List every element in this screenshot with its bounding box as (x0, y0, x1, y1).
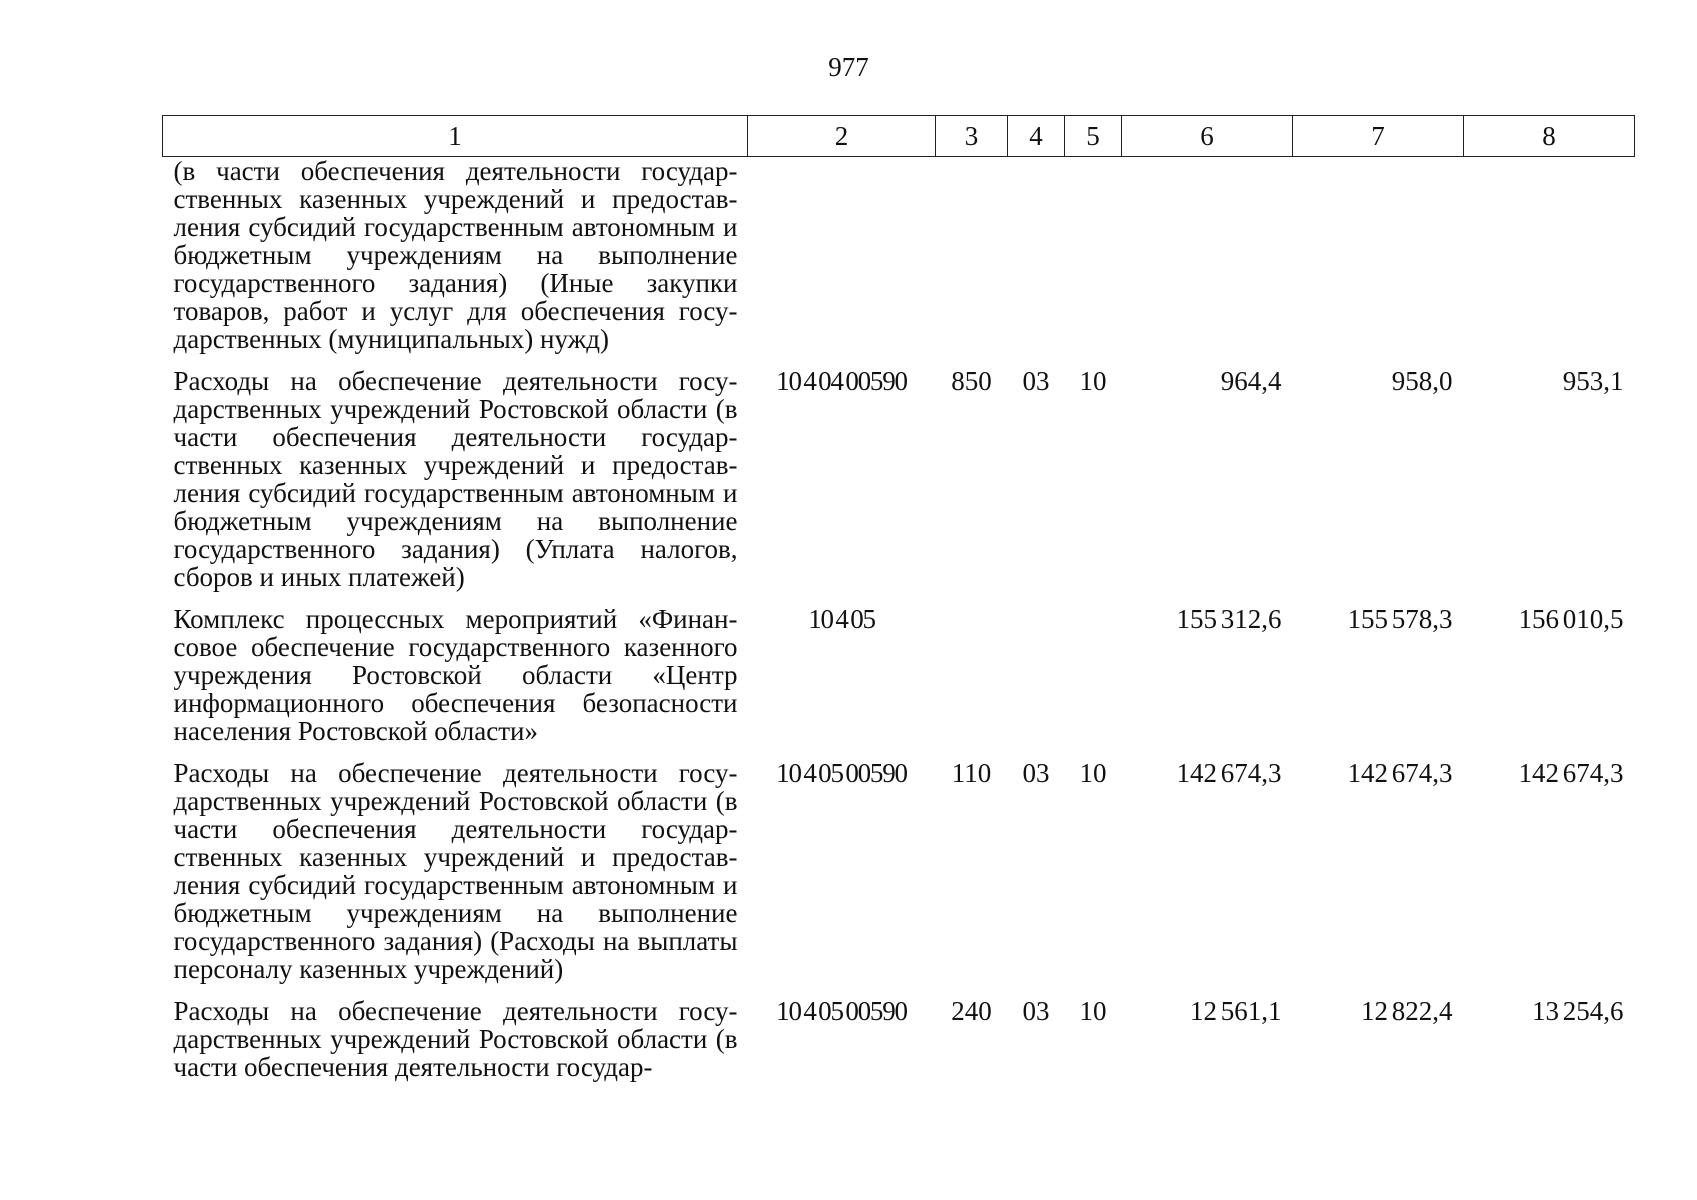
row-expense-type: 850 (951, 366, 992, 396)
row-subsection (1065, 591, 1122, 745)
row-amount-col8 (1464, 157, 1635, 354)
row-expense-type: 110 (951, 758, 992, 788)
header-col-7: 7 (1293, 116, 1464, 157)
row-amount-col6: 142 674,3 (1176, 758, 1282, 788)
header-col-5: 5 (1065, 116, 1122, 157)
row-description: (в части обеспечения деятельности государственных казенных учреждений и предоставления субсидий государственным автономным и бюджетным учреждениям на выполнение государственного задания) (Иные закупки товаров, работ и услуг для обеспечения государственных (муниципальных) нужд) (173, 156, 738, 354)
table-body (163, 157, 1635, 1082)
row-target-article: 10 4 05 (808, 604, 875, 634)
row-expense-type (936, 591, 1008, 745)
table-row (163, 745, 1635, 983)
row-section: 03 (1022, 996, 1050, 1026)
table-row (163, 157, 1635, 354)
page-number: 977 (828, 52, 869, 82)
row-target-article: 10 4 05 00590 (776, 996, 907, 1026)
row-target-article: 10 4 05 00590 (776, 758, 907, 788)
row-target-article (748, 157, 936, 354)
row-amount-col6: 12 561,1 (1190, 996, 1282, 1026)
row-amount-col6 (1122, 157, 1293, 354)
row-amount-col7 (1293, 157, 1464, 354)
row-subsection: 10 (1079, 366, 1107, 396)
table-header (163, 116, 1635, 157)
table-row (163, 591, 1635, 745)
row-amount-col8: 953,1 (1562, 366, 1624, 396)
row-description: Расходы на обеспечение деятельности государственных учреждений Ростовской области (в части обеспечения деятельности государственных казенных учреждений и предоставления субсидий государственным автономным и бюджетным учреждениям на выполнение государственного задания) (Уплата налогов, сборов и иных платежей) (173, 366, 738, 592)
header-col-2: 2 (748, 116, 936, 157)
header-col-3: 3 (936, 116, 1008, 157)
row-section (1008, 591, 1065, 745)
row-description: Расходы на обеспечение деятельности государственных учреждений Ростовской области (в части обеспечения деятельности государ- (173, 996, 738, 1082)
header-col-1: 1 (163, 116, 748, 157)
row-section: 03 (1022, 366, 1050, 396)
row-amount-col6: 964,4 (1220, 366, 1282, 396)
row-amount-col8: 156 010,5 (1518, 604, 1624, 634)
row-subsection (1065, 157, 1122, 354)
row-amount-col7: 142 674,3 (1347, 758, 1453, 788)
table-row (163, 353, 1635, 591)
row-description: Расходы на обеспечение деятельности государственных учреждений Ростовской области (в части обеспечения деятельности государственных казенных учреждений и предоставления субсидий государственным автономным и бюджетным учреждениям на выполнение государственного задания) (Расходы на выплаты персоналу казенных учреждений) (173, 758, 738, 984)
row-amount-col7: 155 578,3 (1347, 604, 1453, 634)
row-subsection: 10 (1079, 996, 1107, 1026)
header-col-6: 6 (1122, 116, 1293, 157)
row-expense-type: 240 (951, 996, 992, 1026)
header-col-4: 4 (1008, 116, 1065, 157)
row-description: Комплекс процессных мероприятий «Финансовое обеспечение государственного казенного учреждения Ростовской области «Центр информационного обеспечения безопасности населения Ростовской области» (173, 604, 738, 746)
row-section: 03 (1022, 758, 1050, 788)
row-section (1008, 157, 1065, 354)
row-amount-col7: 958,0 (1391, 366, 1453, 396)
row-subsection: 10 (1079, 758, 1107, 788)
row-amount-col8: 142 674,3 (1518, 758, 1624, 788)
row-amount-col7: 12 822,4 (1361, 996, 1453, 1026)
row-amount-col8: 13 254,6 (1532, 996, 1624, 1026)
budget-table (162, 115, 1635, 1081)
row-target-article: 10 4 04 00590 (776, 366, 907, 396)
row-amount-col6: 155 312,6 (1176, 604, 1282, 634)
row-expense-type (936, 157, 1008, 354)
header-col-8: 8 (1464, 116, 1635, 157)
header-row (163, 116, 1635, 157)
table-row (163, 983, 1635, 1081)
